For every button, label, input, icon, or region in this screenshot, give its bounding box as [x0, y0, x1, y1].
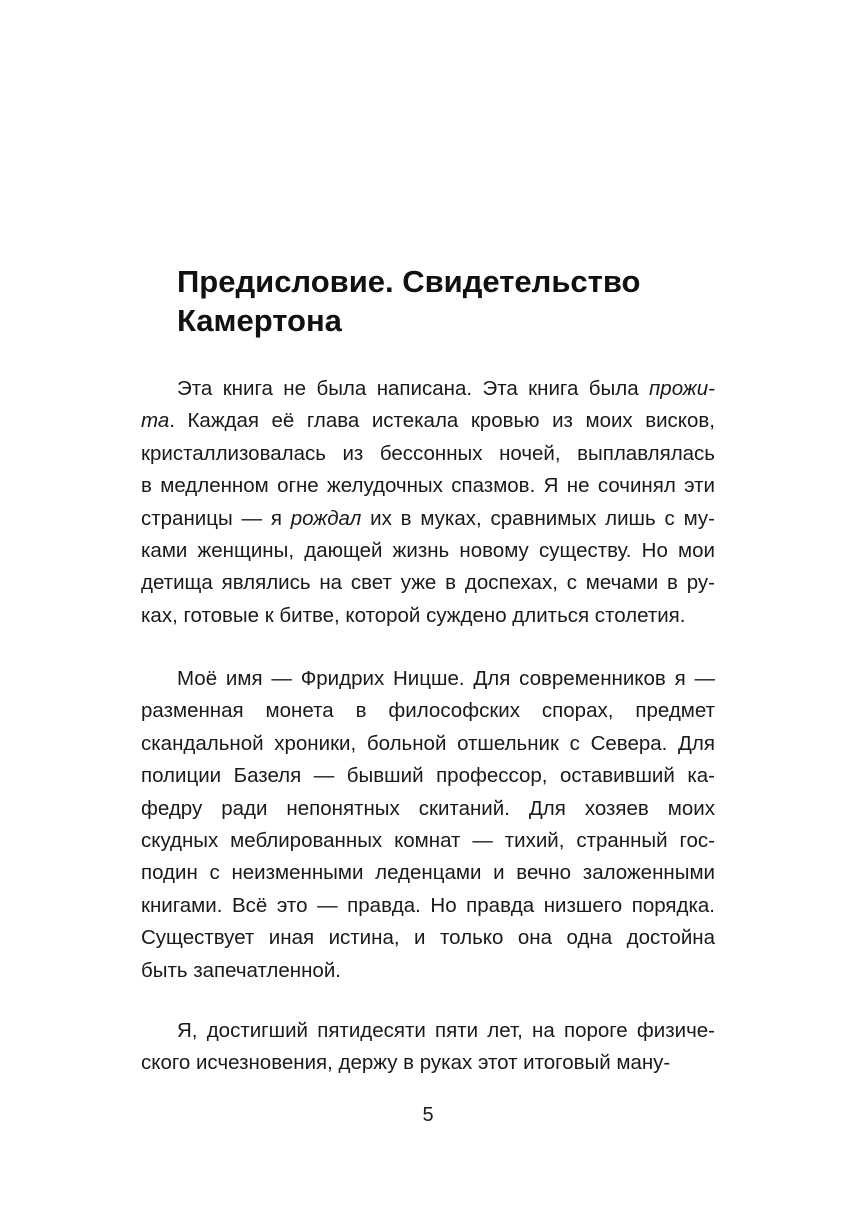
text-segment: их в муках, сравнимых лишь с му- — [361, 506, 715, 530]
paragraph — [141, 373, 715, 632]
text-line — [141, 600, 715, 632]
italic-text: рождал — [290, 506, 362, 530]
text-segment: скандальной хроники, больной отшельник с Севера. Для — [141, 731, 715, 755]
text-line — [141, 760, 715, 792]
text-segment: полиции Базеля — бывший профессор, оставивший ка- — [141, 764, 715, 788]
text-segment: книгами. Всё это — правда. Но правда низшего порядка. — [141, 893, 715, 917]
chapter-title-line: Камертона — [177, 303, 342, 338]
text-line — [141, 857, 715, 889]
text-line — [141, 470, 715, 502]
text-line — [141, 793, 715, 825]
page-number: 5 — [422, 1104, 434, 1126]
text-line — [141, 1015, 715, 1047]
paragraph — [141, 663, 715, 987]
text-segment: ках, готовые к битве, которой суждено длиться столетия. — [141, 603, 686, 627]
text-segment: страницы — я — [141, 506, 291, 530]
text-line — [141, 535, 715, 567]
text-line — [141, 890, 715, 922]
text-line — [141, 663, 715, 695]
text-segment: быть запечатленной. — [141, 958, 341, 982]
text-line — [141, 825, 715, 857]
text-line — [141, 922, 715, 954]
text-segment: Я, достигший пятидесяти пяти лет, на пороге физиче- — [177, 1019, 715, 1042]
italic-text: прожи- — [649, 377, 715, 400]
text-segment: разменная монета в философских спорах, предмет — [141, 699, 715, 723]
text-line — [141, 503, 715, 535]
text-line — [141, 728, 715, 760]
chapter-title-line: Предисловие. Свидетельство — [177, 264, 641, 299]
text-segment: ского исчезновения, держу в руках этот итоговый ману- — [141, 1051, 671, 1075]
text-segment: . Каждая её глава истекала кровью из моих висков, — [169, 409, 715, 433]
chapter-title — [177, 262, 737, 340]
text-line — [141, 567, 715, 599]
paragraph — [141, 1015, 715, 1080]
text-segment: Моё имя — Фридрих Ницше. Для современников я — — [177, 667, 715, 690]
text-segment: детища являлись на свет уже в доспехах, с мечами в ру- — [141, 571, 715, 595]
text-line — [141, 955, 715, 987]
text-line — [141, 405, 715, 437]
text-segment: подин с неизменными леденцами и вечно заложенными — [141, 861, 715, 885]
text-line — [141, 1047, 715, 1079]
text-segment: кристаллизовалась из бессонных ночей, выплавлялась — [141, 441, 715, 465]
italic-text: та — [141, 409, 170, 433]
text-line — [141, 695, 715, 727]
text-segment: ками женщины, дающей жизнь новому существу. Но мои — [141, 538, 715, 562]
text-segment: Существует иная истина, и только она одна достойна — [141, 926, 715, 950]
text-line — [141, 438, 715, 470]
text-line — [141, 373, 715, 405]
text-segment: федру ради непонятных скитаний. Для хозяев моих — [141, 796, 715, 820]
text-segment: Эта книга не была написана. Эта книга была — [177, 377, 650, 400]
text-segment: скудных меблированных комнат — тихий, странный гос- — [141, 828, 715, 852]
text-segment: в медленном огне желудочных спазмов. Я не сочинял эти — [141, 474, 715, 498]
